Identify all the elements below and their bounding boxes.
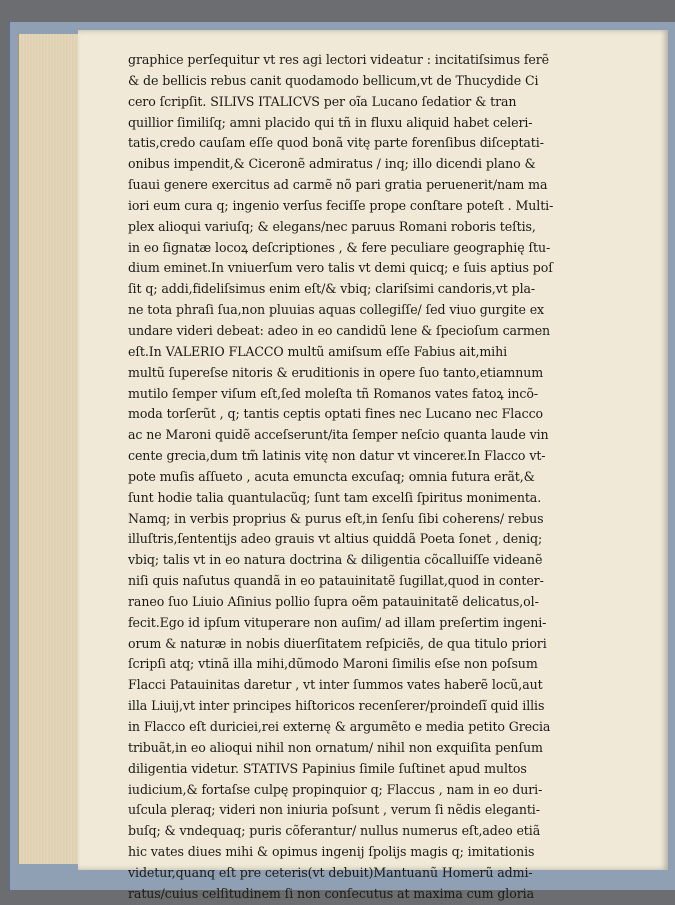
text-line: ac ne Maroni quidẽ acceſserunt/ita ſemper neſcio quanta laude vin — [128, 427, 549, 443]
text-line: eſt.In VALERIO FLACCO multũ amiſsum eſſe Fabius ait,mihi — [128, 343, 508, 359]
text-line: pote muſis aſſueto , acuta emuncta excuſaq; omnia futura erãt,& — [128, 468, 535, 484]
text-line: orum & naturæ in nobis diuerſitatem reſpiciẽs, de qua titulo priori — [128, 635, 547, 651]
text-line: in Flacco eſt duriciei,rei externę & argumẽto e media petito Grecia — [128, 719, 551, 734]
text-line: graphice perſequitur vt res agi lectori videatur : incitatiſsimus ferẽ — [128, 52, 550, 67]
text-line: ſcripſi atq; vtinã illa mihi,dũmodo Maroni ſimilis eſse non poſsum — [128, 656, 538, 672]
text-line: & de bellicis rebus canit quodamodo bellicum,vt de Thucydide Ci — [128, 72, 539, 88]
text-line: in eo ſignatæ locoꝝ deſcriptiones , & fere peculiare geographię ſtu‐ — [128, 239, 551, 255]
text-line: fecit.Ego id ipſum vituperare non auſim/ ad illam preſertim ingeni‐ — [128, 614, 547, 630]
text-line: undare videri debeat: adeo in eo candidũ lene & ſpecioſum carmen — [128, 322, 551, 338]
text-line: cente grecia,dum tm̃ latinis vitę non datur vt vinceretͤ.In Flacco vt‐ — [128, 448, 546, 464]
text-line: videtur,quanq eſt pre ceteris(vt debuit)Mantuanũ Homerũ admi‐ — [128, 864, 533, 880]
text-line: niſi quis naſutus quandã in eo patauinitatẽ ſugillat,quod in conter‐ — [128, 573, 544, 589]
text-line: multũ ſupereſse nitoris & eruditionis in opere ſuo tanto,etiamnum — [128, 364, 544, 380]
text-line: plex alioqui variuſq; & elegans/nec paruus Romani roboris teſtis, — [128, 218, 536, 234]
text-line: ratus/cuius celſitudinem ſi non conſecutus at maxima cum gloria — [128, 885, 534, 901]
text-line: ne tota phraſi ſua,non pluuias aquas collegiſſe/ ſed viuo gurgite ex — [128, 302, 545, 318]
text-line: raneo ſuo Liuio Aſinius pollio ſupra oẽm patauinitatẽ delicatus,ol‐ — [128, 593, 539, 609]
text-line: illuſtris,ſententijs adeo grauis vt altius quiddã Poeta ſonet , deniq; — [128, 531, 543, 547]
text-line: vbiq; talis vt in eo natura doctrina & diligentia cõcalluiſſe videanẽ — [128, 552, 543, 568]
text-line: iori eum cura q; ingenio verſus feciſſe prope conſtare poteſt . Multi‐ — [128, 197, 554, 213]
text-line: mutilo ſemper viſum eſt,ſed moleſta tñ Romanos vates fatoꝝ incõ‐ — [128, 385, 538, 401]
page-edges — [18, 34, 79, 864]
text-line: Flacci Patauinitas daretur , vt inter ſummos vates haberẽ locũ,aut — [128, 677, 543, 693]
text-line: Namq; in verbis proprius & purus eſt,in ſenſu ſibi coherens/ rebus — [128, 510, 544, 526]
text-line: illa Liuij,vt inter principes hiſtoricos recenſerer/proindeſĩ quid illis — [128, 698, 545, 714]
text-line: ſuaui genere exercitus ad carmẽ nõ pari gratia peruenerit/nam ma — [128, 177, 548, 193]
text-line: onibus impendit,& Ciceronẽ admiratus / inq; illo dicendi plano & — [128, 156, 536, 172]
text-line: iudicium,& fortaſse culpę propinquior q; Flaccus , nam in eo duri‐ — [128, 781, 543, 797]
text-line: quillior ſimiliſq; amni placido qui tñ in fluxu aliquid habet celeri‐ — [128, 114, 533, 130]
text-line: moda torſerũt , q; tantis ceptis optati fines nec Lucano nec Flacco — [128, 406, 544, 422]
text-block — [128, 50, 578, 905]
text-line: cero ſcripſit. SILIVS ITALICVS per oĩa Lucano ſedatior & tran — [128, 93, 517, 109]
text-line: uſcula pleraq; videri non iniuria poſsunt , verum ſi nẽdis eleganti‐ — [128, 802, 540, 818]
text-line: tribuãt,in eo alioqui nihil non ornatum/ nihil non exquiſita penſum — [128, 739, 543, 755]
text-line: dium eminet.In vniuerſum vero talis vt demi quicq; e ſuis aptius poſ — [128, 260, 553, 276]
text-line: diligentia videtur. STATIVS Papinius ſimile ſuſtinet apud multos — [128, 760, 527, 776]
text-line: tatis,credo cauſam eſſe quod bonã vitę parte forenſibus diſceptati‐ — [128, 135, 544, 151]
text-line: ſunt hodie talia quantulacũq; ſunt tam excelſi ſpiritus monimenta. — [128, 489, 542, 505]
text-line: hic vates diues mihi & opimus ingenij ſpolijs magis q; imitationis — [128, 844, 535, 860]
text-line: buſq; & vndequaq; puris cõferantur/ nullus numerus eſt,adeo etiã — [128, 823, 541, 839]
text-line: ſit q; addi,fideliſsimus enim eſt/& vbiq; clariſsimi candoris,vt pla‐ — [128, 281, 536, 297]
